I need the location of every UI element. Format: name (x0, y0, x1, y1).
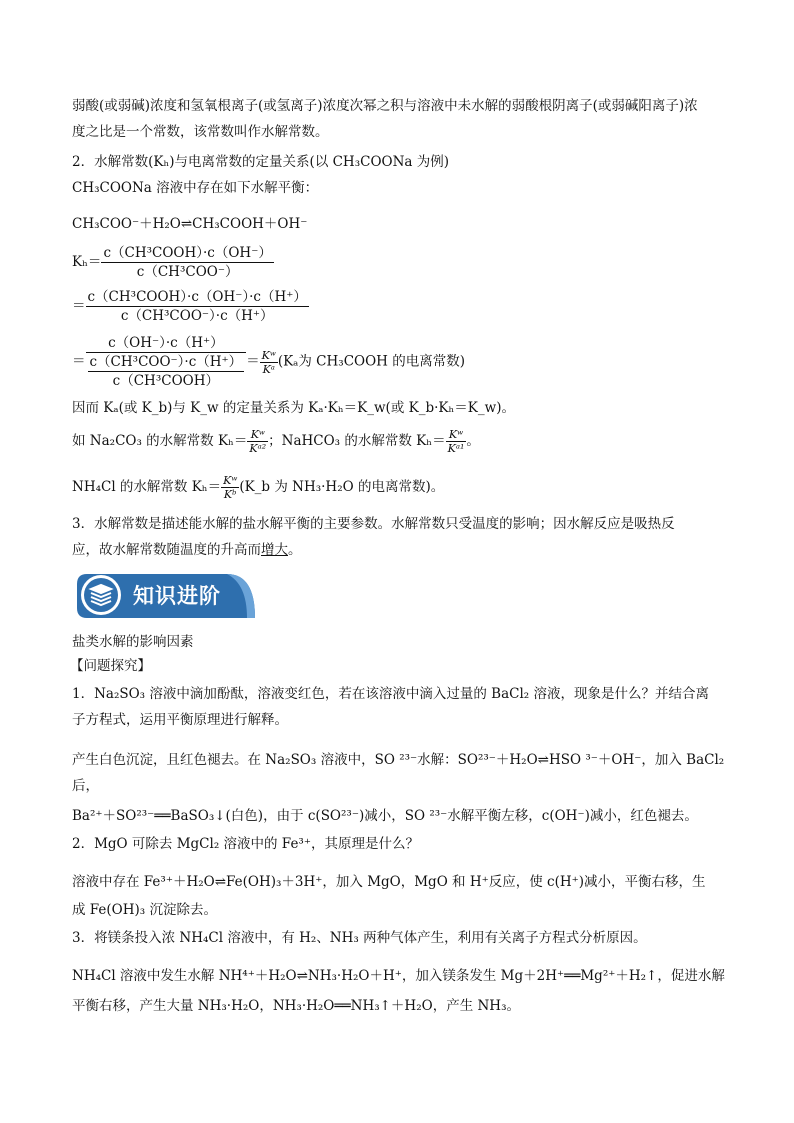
fraction-numerator: c（OH⁻）·c（H⁺） (86, 334, 247, 353)
answer-line: 后， (72, 778, 99, 794)
kw-symbol: Kʷ (261, 348, 276, 362)
banner-title: 知识进阶 (133, 584, 221, 608)
fraction (101, 244, 273, 281)
formula-kh-3 (72, 334, 465, 390)
section-title: 盐类水解的影响因素 (72, 634, 194, 650)
section-bracket-heading: 【问题探究】 (70, 658, 151, 674)
kw-ka2-fraction (247, 428, 268, 455)
kw-symbol: Kʷ (446, 428, 467, 442)
question-line: 2．MgO 可除去 MgCl₂ 溶液中的 Fe³⁺，其原理是什么？ (72, 836, 419, 852)
knowledge-banner (77, 572, 255, 618)
question-line: 3．将镁条投入浓 NH₄Cl 溶液中，有 H₂、NH₃ 两种气体产生，利用有关离子方程式分析原因。 (72, 930, 647, 946)
compound-fraction (86, 334, 247, 390)
kw-ka-fraction (260, 349, 278, 376)
inner-denominator: c（CH³COOH） (112, 373, 219, 389)
answer-line: 溶液中存在 Fe³⁺＋H₂O⇌Fe(OH)₃＋3H⁺，加入 MgO，MgO 和 H⁺反应，使 c(H⁺)减小，平衡右移，生 (72, 874, 706, 890)
fraction (86, 288, 309, 325)
text-span: 应，故水解常数随温度的升高而 (72, 542, 261, 558)
answer-line: NH₄Cl 溶液中发生水解 NH⁴⁺＋H₂O⇌NH₃·H₂O＋H⁺，加入镁条发生 Mg＋2H⁺══Mg²⁺＋H₂↑，促进水解 (72, 968, 725, 984)
paragraph-line: 3．水解常数是描述能水解的盐水解平衡的主要参数。水解常数只受温度的影响；因水解反应是吸热反 (72, 516, 675, 532)
formula-kh-1 (72, 244, 274, 281)
kw-symbol: Kʷ (247, 428, 268, 442)
paragraph-line: 2．水解常数(Kₕ)与电离常数的定量关系(以 CH₃COONa 为例) (72, 154, 450, 170)
period: 。 (466, 433, 480, 449)
formula-note: (Kₐ为 CH₃COOH 的电离常数) (277, 353, 465, 370)
fraction-denominator: c（CH³COO⁻）·c（H⁺） (120, 308, 274, 324)
kb-symbol: Kᵇ (223, 488, 237, 501)
kw-symbol: Kʷ (223, 474, 238, 487)
ka2-symbol: Kᵃ² (249, 442, 267, 455)
nh4cl-text: NH₄Cl 的水解常数 Kₕ＝ (72, 479, 222, 495)
na2co3-line (72, 428, 480, 455)
question-line: 1．Na₂SO₃ 溶液中滴加酚酞，溶液变红色，若在该溶液中滴入过量的 BaCl₂ 溶液，现象是什么？并结合离 (72, 686, 709, 702)
question-line: 子方程式，运用平衡原理进行解释。 (72, 712, 288, 728)
fraction-denominator (86, 353, 247, 390)
formula-kh-2 (72, 288, 309, 325)
ka1-symbol: Kᵃ¹ (447, 442, 465, 455)
fraction-denominator: c（CH³COO⁻） (136, 264, 239, 280)
ka-symbol: Kᵃ (262, 362, 275, 376)
underlined-answer: 增大 (261, 542, 288, 558)
paragraph-line: CH₃COONa 溶液中存在如下水解平衡： (72, 180, 319, 196)
inner-numerator: c（CH³COO⁻）·c（H⁺） (89, 354, 243, 370)
text-span: 。 (288, 542, 302, 558)
inner-fraction (88, 353, 245, 390)
equals-sign: ＝ (72, 353, 86, 370)
kw-ka1-fraction (446, 428, 467, 455)
relation-line: 因而 Kₐ(或 K_b)与 K_w 的定量关系为 Kₐ·Kₕ＝K_w(或 K_b·Kₕ＝K_w)。 (72, 400, 515, 416)
answer-line: 平衡右移，产生大量 NH₃·H₂O，NH₃·H₂O══NH₃↑＋H₂O，产生 NH₃。 (72, 998, 520, 1014)
answer-line: 成 Fe(OH)₃ 沉淀除去。 (72, 902, 217, 918)
paragraph-line (72, 540, 302, 560)
equation-line: CH₃COO⁻＋H₂O⇌CH₃COOH＋OH⁻ (72, 216, 308, 232)
answer-line: 产生白色沉淀，且红色褪去。在 Na₂SO₃ 溶液中，SO ²³⁻水解：SO²³⁻＋H₂O⇌HSO ³⁻＋OH⁻，加入 BaCl₂ (72, 752, 725, 768)
kw-kb-fraction (221, 474, 239, 501)
fraction-numerator: c（CH³COOH）·c（OH⁻） (103, 245, 272, 261)
answer-line: Ba²⁺＋SO²³⁻══BaSO₃↓(白色)，由于 c(SO²³⁻)减小，SO ²³⁻水解平衡左移，c(OH⁻)减小，红色褪去。 (72, 808, 698, 824)
fraction-numerator: c（CH³COOH）·c（OH⁻）·c（H⁺） (87, 289, 307, 305)
nahco3-text: ；NaHCO₃ 的水解常数 Kₕ＝ (268, 433, 446, 449)
kh-label: Kₕ＝ (72, 254, 102, 270)
nh4cl-line (72, 474, 444, 501)
equals-sign: ＝ (72, 298, 86, 314)
paragraph-line: 弱酸(或弱碱)浓度和氢氧根离子(或氢离子)浓度次幂之积与溶液中未水解的弱酸根阴离子(或弱碱阳离子)浓 (72, 98, 698, 114)
na2co3-text: 如 Na₂CO₃ 的水解常数 Kₕ＝ (72, 433, 248, 449)
nh4cl-note: (K_b 为 NH₃·H₂O 的电离常数)。 (239, 479, 445, 495)
paragraph-line: 度之比是一个常数，该常数叫作水解常数。 (72, 124, 329, 140)
equals-sign: ＝ (246, 353, 260, 370)
